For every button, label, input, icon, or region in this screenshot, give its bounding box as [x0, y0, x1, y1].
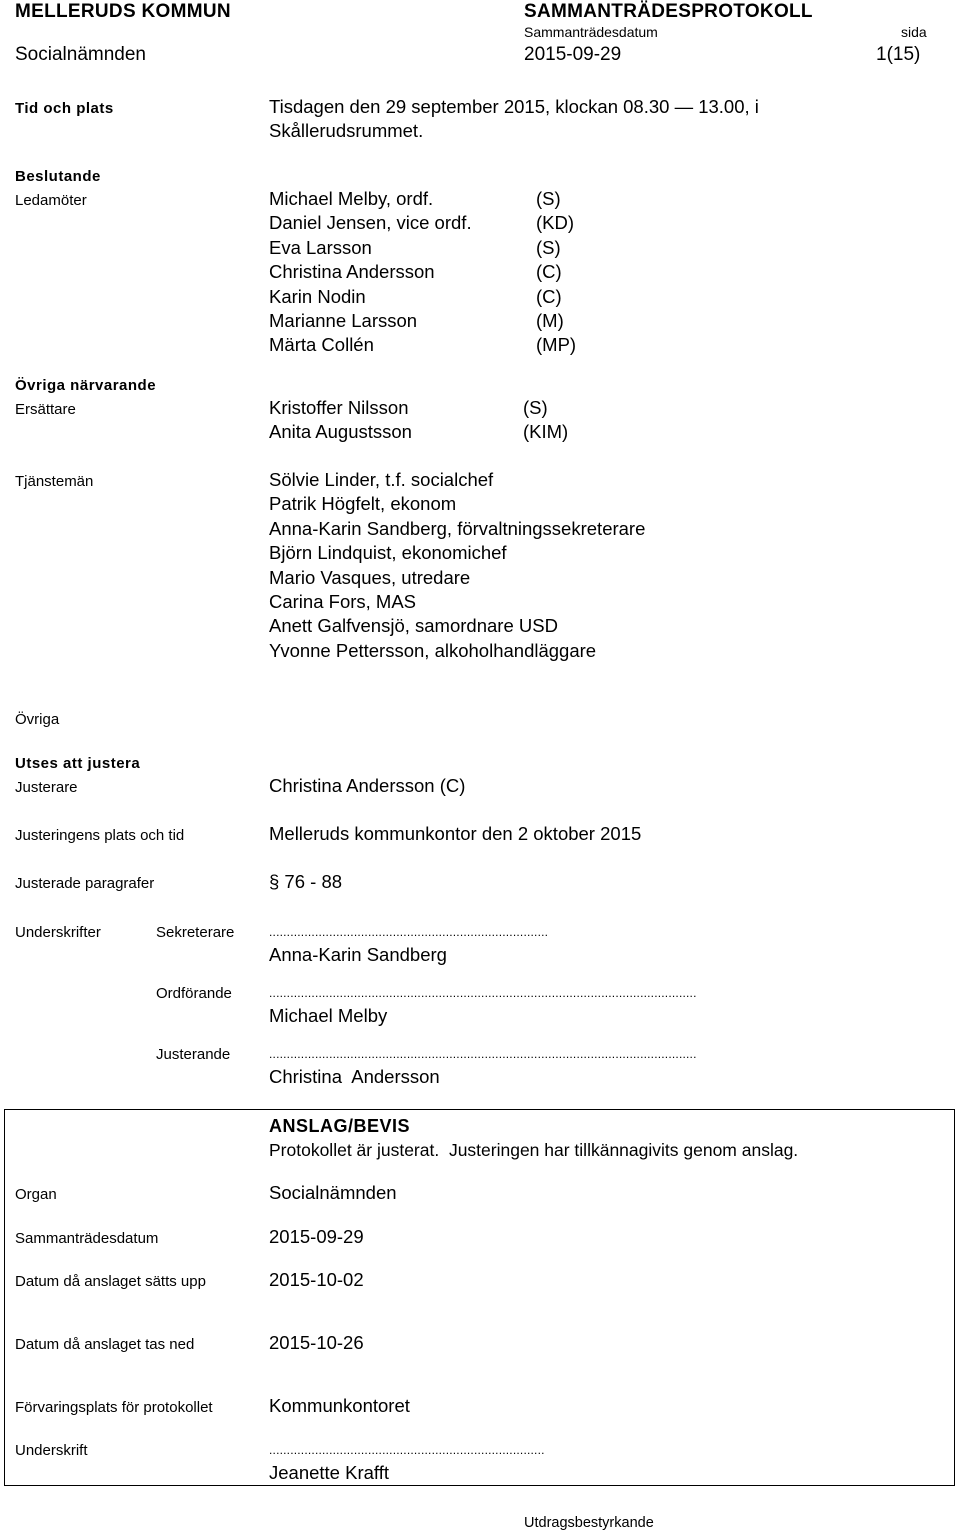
signature-line: .........................................................................................................................: [269, 986, 697, 1000]
member-name: Christina Andersson: [269, 261, 435, 283]
adjuster-label: Justerare: [15, 779, 78, 796]
official-item: Carina Fors, MAS: [269, 590, 417, 612]
notice-meeting-date-label: Sammanträdesdatum: [15, 1230, 159, 1247]
official-item: Anna-Karin Sandberg, förvaltningssekreterare: [269, 517, 646, 539]
official-item: Björn Lindquist, ekonomichef: [269, 542, 507, 564]
notice-meeting-date-value: 2015-09-29: [269, 1226, 364, 1247]
officials-label: Tjänstemän: [15, 473, 94, 490]
time-place-line: Tisdagen den 29 september 2015, klockan 08.30 — 13.00, i: [269, 96, 759, 117]
org-name: MELLERUDS KOMMUN: [15, 1, 231, 22]
document-type: SAMMANTRÄDESPROTOKOLL: [524, 1, 813, 22]
secretary-role: Sekreterare: [156, 924, 235, 941]
members-label: Ledamöter: [15, 192, 87, 209]
notice-signature-label: Underskrift: [15, 1442, 88, 1459]
others-label: Övriga: [15, 711, 60, 728]
adjuster-value: Christina Andersson (C): [269, 775, 466, 796]
member-party: (M): [536, 309, 564, 331]
chair-role: Ordförande: [156, 985, 232, 1002]
signatures-label: Underskrifter: [15, 924, 101, 941]
adjust-place-label: Justeringens plats och tid: [15, 827, 185, 844]
official-item: Anett Galfvensjö, samordnare USD: [269, 615, 558, 637]
organ-label: Organ: [15, 1186, 57, 1203]
committee-name: Socialnämnden: [15, 44, 146, 65]
signature-line: ...............................................................................: [269, 925, 549, 939]
member-party: (C): [536, 261, 562, 283]
member-name: Michael Melby, ordf.: [269, 188, 434, 209]
official-item: Patrik Högfelt, ekonom: [269, 493, 457, 515]
substitute-row: [269, 420, 609, 444]
member-party: (MP): [536, 334, 577, 356]
member-party: (KD): [536, 212, 575, 234]
organ-value: Socialnämnden: [269, 1182, 397, 1203]
notice-title: ANSLAG/BEVIS: [269, 1116, 411, 1136]
substitutes-list: [269, 396, 609, 445]
official-item: Mario Vasques, utredare: [269, 566, 471, 588]
member-row: [269, 236, 609, 260]
member-party: (S): [536, 188, 561, 209]
time-place-value: [269, 95, 759, 144]
substitute-name: Anita Augustsson: [269, 421, 412, 443]
posted-date-value: 2015-10-02: [269, 1269, 364, 1290]
member-name: Märta Collén: [269, 334, 374, 356]
adjusted-paragraphs-value: § 76 - 88: [269, 871, 343, 892]
removed-date-value: 2015-10-26: [269, 1332, 364, 1353]
member-name: Eva Larsson: [269, 236, 372, 258]
member-name: Marianne Larsson: [269, 309, 418, 331]
adjust-section-label: Utses att justera: [15, 755, 141, 772]
member-row: [269, 333, 609, 357]
meeting-date-label: Sammanträdesdatum: [524, 24, 658, 40]
adjust-place-value: Melleruds kommunkontor den 2 oktober 2015: [269, 823, 642, 844]
notice-text: Protokollet är justerat. Justeringen har tillkännagivits genom anslag.: [269, 1140, 799, 1160]
time-place-label: Tid och plats: [15, 100, 114, 117]
adjusting-name: Christina Andersson: [269, 1066, 440, 1087]
secretary-name: Anna-Karin Sandberg: [269, 944, 447, 965]
member-row: [269, 260, 609, 284]
chair-name: Michael Melby: [269, 1005, 388, 1026]
official-item: Yvonne Pettersson, alkoholhandläggare: [269, 639, 597, 661]
signature-line: ..............................................................................: [269, 1443, 545, 1457]
member-party: (S): [536, 236, 561, 258]
notice-box: [4, 1109, 955, 1486]
substitutes-label: Ersättare: [15, 401, 76, 418]
officials-list: [269, 468, 645, 663]
substitute-party: (KIM): [523, 421, 569, 443]
time-place-line: Skållerudsrummet.: [269, 120, 424, 142]
member-party: (C): [536, 285, 562, 307]
footer-certification: Utdragsbestyrkande: [524, 1515, 654, 1531]
meeting-date: 2015-09-29: [524, 44, 622, 65]
member-row: [269, 187, 609, 211]
members-list: [269, 187, 609, 358]
storage-value: Kommunkontoret: [269, 1395, 410, 1416]
official-item: Sölvie Linder, t.f. socialchef: [269, 469, 494, 490]
adjusting-role: Justerande: [156, 1046, 231, 1063]
removed-date-label: Datum då anslaget tas ned: [15, 1336, 195, 1353]
notice-signature-name: Jeanette Krafft: [269, 1462, 389, 1483]
page-number: 1(15): [876, 44, 921, 65]
substitute-name: Kristoffer Nilsson: [269, 397, 409, 418]
signature-line: .........................................................................................................................: [269, 1047, 697, 1061]
member-row: [269, 285, 609, 309]
member-name: Daniel Jensen, vice ordf.: [269, 212, 472, 234]
member-row: [269, 309, 609, 333]
substitute-row: [269, 396, 609, 420]
member-name: Karin Nodin: [269, 285, 366, 307]
adjusted-paragraphs-label: Justerade paragrafer: [15, 875, 155, 892]
others-present-label: Övriga närvarande: [15, 377, 157, 394]
storage-label: Förvaringsplats för protokollet: [15, 1399, 213, 1416]
posted-date-label: Datum då anslaget sätts upp: [15, 1273, 206, 1290]
deciding-section-label: Beslutande: [15, 168, 101, 185]
member-row: [269, 211, 609, 235]
substitute-party: (S): [523, 397, 548, 418]
page-label: sida: [901, 24, 927, 40]
